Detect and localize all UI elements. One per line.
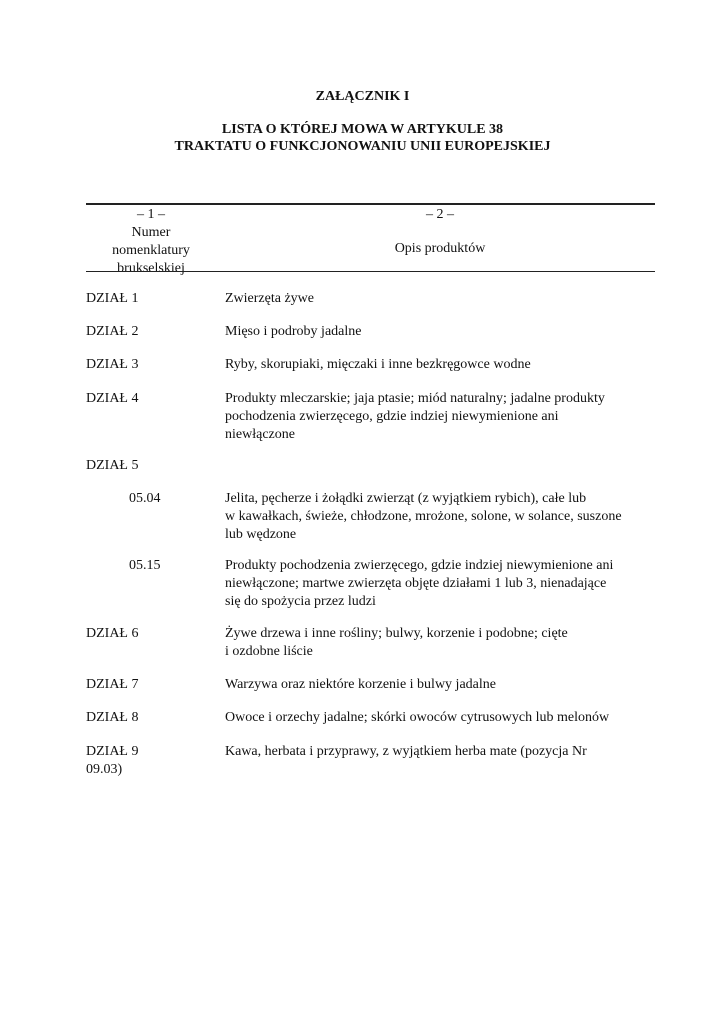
- column-1-header: [86, 206, 216, 278]
- row-description: [225, 290, 655, 308]
- description-line: Warzywa oraz niektóre korzenie i bulwy jadalne: [225, 677, 496, 692]
- annex-title: ZAŁĄCZNIK I: [315, 89, 410, 104]
- description-line: niewłączone: [225, 427, 295, 442]
- description-line: się do spożycia przez ludzi: [225, 594, 376, 609]
- column-1-label-line: Numer: [131, 225, 171, 240]
- row-code: DZIAŁ 6: [86, 626, 139, 641]
- row-code: DZIAŁ 1: [86, 291, 139, 306]
- column-1-number: – 1 –: [137, 207, 165, 222]
- row-code-line: DZIAŁ 9: [86, 744, 139, 759]
- row-description: [225, 625, 655, 661]
- description-line: Ryby, skorupiaki, mięczaki i inne bezkręgowce wodne: [225, 357, 531, 372]
- row-description: [225, 390, 655, 444]
- row-code: DZIAŁ 8: [86, 710, 139, 725]
- row-code: 05.15: [129, 558, 161, 573]
- row-code: DZIAŁ 3: [86, 357, 139, 372]
- row-code: DZIAŁ 4: [86, 391, 139, 406]
- column-2-label: Opis produktów: [394, 241, 486, 256]
- column-2-number: – 2 –: [426, 207, 454, 222]
- description-line: Żywe drzewa i inne rośliny; bulwy, korzenie i podobne; cięte: [225, 626, 568, 641]
- description-line: Produkty pochodzenia zwierzęcego, gdzie indziej niewymienione ani: [225, 558, 614, 573]
- description-line: w kawałkach, świeże, chłodzone, mrożone, solone, w solance, suszone: [225, 509, 622, 524]
- description-line: Kawa, herbata i przyprawy, z wyjątkiem herba mate (pozycja Nr: [225, 744, 587, 759]
- row-description: [225, 323, 655, 341]
- column-1-label-line: brukselskiej: [117, 261, 185, 276]
- description-line: Zwierzęta żywe: [225, 291, 314, 306]
- column-2-header: [225, 206, 655, 224]
- table-top-rule: [86, 203, 655, 205]
- row-code: DZIAŁ 7: [86, 677, 139, 692]
- table-header-rule: [86, 271, 655, 272]
- description-line: pochodzenia zwierzęcego, gdzie indziej niewymienione ani: [225, 409, 559, 424]
- column-1-label-line: nomenklatury: [112, 243, 190, 258]
- row-code-line: 09.03): [86, 762, 123, 777]
- row-code: 05.04: [129, 491, 161, 506]
- description-line: Owoce i orzechy jadalne; skórki owoców cytrusowych lub melonów: [225, 710, 610, 725]
- description-line: Jelita, pęcherze i żołądki zwierząt (z wyjątkiem rybich), całe lub: [225, 491, 587, 506]
- row-code: [86, 743, 216, 779]
- row-description: [225, 557, 655, 611]
- description-line: Produkty mleczarskie; jaja ptasie; miód naturalny; jadalne produkty: [225, 391, 605, 406]
- row-code: DZIAŁ 5: [86, 458, 139, 473]
- row-code: DZIAŁ 2: [86, 324, 139, 339]
- description-line: Mięso i podroby jadalne: [225, 324, 362, 339]
- row-description: [225, 676, 655, 694]
- description-line: lub wędzone: [225, 527, 297, 542]
- description-line: i ozdobne liście: [225, 644, 313, 659]
- row-description: [225, 490, 655, 544]
- row-description: [225, 709, 655, 727]
- row-description: [225, 743, 655, 761]
- row-description: [225, 356, 655, 374]
- list-title-line-2: TRAKTATU O FUNKCJONOWANIU UNII EUROPEJSKIEJ: [174, 139, 551, 154]
- description-line: niewłączone; martwe zwierzęta objęte działami 1 lub 3, nienadające: [225, 576, 607, 591]
- list-title-line-1: LISTA O KTÓREJ MOWA W ARTYKULE 38: [221, 122, 504, 137]
